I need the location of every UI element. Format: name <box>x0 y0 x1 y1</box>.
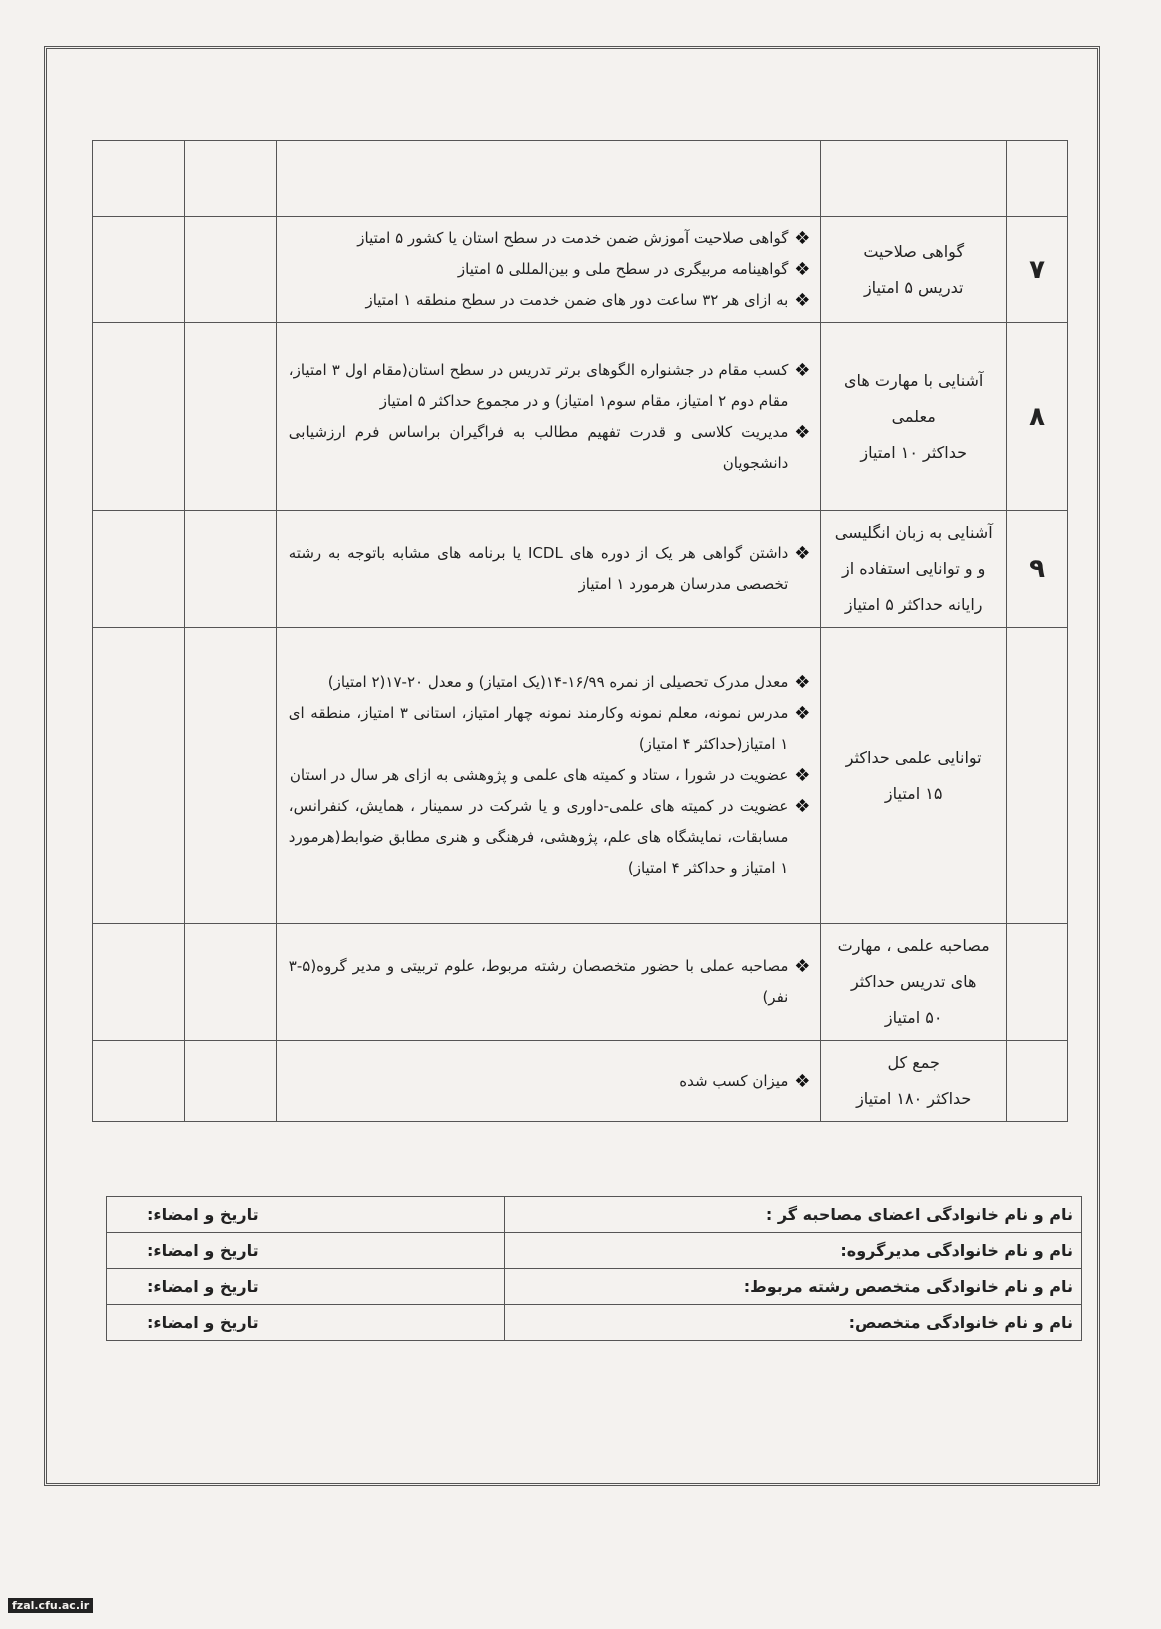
list-item-text: گواهینامه مربیگری در سطح ملی و بین‌المللی ۵ امتیاز <box>457 260 789 278</box>
signer-name-label: نام و نام خانوادگی متخصص رشته مربوط: <box>505 1269 1082 1305</box>
list-item-text: عضویت در شورا ، ستاد و کمیته های علمی و پژوهشی به ازای هر سال در استان <box>289 766 789 784</box>
bullet-icon: ❖ <box>794 703 811 724</box>
row-number <box>1007 141 1068 217</box>
row-number: ۷ <box>1007 217 1068 323</box>
list-item <box>289 760 811 791</box>
list-item <box>289 791 811 884</box>
list-item <box>289 417 811 479</box>
table-row <box>93 628 1068 924</box>
list-item-text: به ازای هر ۳۲ ساعت دور های ضمن خدمت در سطح منطقه ۱ امتیاز <box>365 291 789 309</box>
signature-row <box>107 1197 1082 1233</box>
table-row <box>93 141 1068 217</box>
signature-table <box>106 1196 1082 1341</box>
list-item-text: مدیریت کلاسی و قدرت تفهیم مطالب به فراگیران براساس فرم ارزشیابی دانشجویان <box>288 422 789 472</box>
criterion-title-line: جمع کل <box>887 1053 940 1072</box>
score-cell[interactable] <box>184 511 276 628</box>
criterion-title-line: توانایی علمی حداکثر <box>845 747 982 767</box>
criterion-description <box>276 511 821 628</box>
list-item <box>289 355 811 417</box>
criterion-title-line: حداکثر ۱۸۰ امتیاز <box>856 1089 972 1108</box>
criterion-title-line: ۵۰ امتیاز <box>884 1008 943 1027</box>
score-cell[interactable] <box>93 628 185 924</box>
signature-row <box>107 1233 1082 1269</box>
criterion-title-line: رایانه حداکثر ۵ امتیاز <box>844 595 983 614</box>
score-cell[interactable] <box>184 1041 276 1122</box>
list-item <box>289 254 811 285</box>
criterion-title <box>821 1041 1007 1122</box>
row-number <box>1007 1041 1068 1122</box>
bullet-icon: ❖ <box>794 796 811 817</box>
list-item <box>289 538 811 600</box>
criterion-title <box>821 323 1007 511</box>
bullet-icon: ❖ <box>794 228 811 249</box>
list-item <box>289 285 811 316</box>
list-item-text: گواهی صلاحیت آموزش ضمن خدمت در سطح استان یا کشور ۵ امتیاز <box>357 229 789 247</box>
site-watermark: fzal.cfu.ac.ir <box>8 1598 93 1613</box>
criterion-title <box>821 924 1007 1041</box>
bullet-icon: ❖ <box>794 421 811 443</box>
score-cell[interactable] <box>93 511 185 628</box>
score-cell[interactable] <box>184 217 276 323</box>
list-item <box>289 1066 811 1097</box>
criterion-title-line: های تدریس حداکثر <box>850 972 977 991</box>
bullet-icon: ❖ <box>794 1070 811 1092</box>
date-signature-label[interactable]: تاریخ و امضاء: <box>107 1197 505 1233</box>
signer-name-label: نام و نام خانوادگی اعضای مصاحبه گر : <box>505 1197 1082 1233</box>
criterion-title <box>821 628 1007 924</box>
table-row <box>93 217 1068 323</box>
row-number: ۸ <box>1007 323 1068 511</box>
list-item-text: مدرس نمونه، معلم نمونه وکارمند نمونه چهار امتیاز، استانی ۳ امتیاز، منطقه ای ۱ امتیاز(حداکثر ۴ امتیاز) <box>288 704 789 753</box>
criterion-title-line: تدریس ۵ امتیاز <box>863 277 964 297</box>
list-item <box>289 223 811 254</box>
scoring-table <box>92 140 1068 1122</box>
score-cell[interactable] <box>93 323 185 511</box>
criterion-title-line: آشنایی با مهارت های <box>844 370 984 390</box>
bullet-icon: ❖ <box>794 765 811 786</box>
criterion-title-line: گواهی صلاحیت <box>863 241 965 261</box>
list-item-text: میزان کسب شده <box>679 1071 789 1090</box>
bullet-icon: ❖ <box>794 956 811 977</box>
signer-name-label: نام و نام خانوادگی متخصص: <box>505 1305 1082 1341</box>
score-cell[interactable] <box>93 924 185 1041</box>
criterion-title-line: معلمی <box>891 406 936 426</box>
date-signature-label[interactable]: تاریخ و امضاء: <box>107 1233 505 1269</box>
signer-name-label: نام و نام خانوادگی مدیرگروه: <box>505 1233 1082 1269</box>
list-item-text: عضویت در کمیته های علمی-داوری و یا شرکت در سمینار ، همایش، کنفرانس، مسابقات، نمایشگاه های علم، پژوهشی، فرهنگی و هنری مطابق ضوابط(هرمورد ۱ امتیاز و حداکثر ۴ امتیاز) <box>288 797 789 877</box>
row-number: ۹ <box>1007 511 1068 628</box>
score-cell[interactable] <box>93 217 185 323</box>
criterion-title-line: حداکثر ۱۰ امتیاز <box>860 442 967 462</box>
table-row <box>93 1041 1068 1122</box>
score-cell[interactable] <box>184 323 276 511</box>
date-signature-label[interactable]: تاریخ و امضاء: <box>107 1269 505 1305</box>
bullet-icon: ❖ <box>794 290 811 311</box>
signature-row <box>107 1269 1082 1305</box>
list-item <box>289 951 811 1013</box>
criterion-title-line: آشنایی به زبان انگلیسی <box>834 523 993 542</box>
criterion-description <box>276 628 821 924</box>
score-cell[interactable] <box>93 141 185 217</box>
list-item-text: مصاحبه عملی با حضور متخصصان رشته مربوط، علوم تربیتی و مدیر گروه(۵-۳ نفر) <box>288 957 789 1006</box>
criterion-title-line: ۱۵ امتیاز <box>884 783 943 803</box>
list-item-text: کسب مقام در جشنواره الگوهای برتر تدریس در سطح استان(مقام اول ۳ امتیاز، مقام دوم ۲ امتیاز، مقام سوم۱ امتیاز) و در مجموع حداکثر ۵ امتیاز <box>288 360 789 410</box>
score-cell[interactable] <box>184 141 276 217</box>
bullet-icon: ❖ <box>794 259 811 280</box>
criterion-description <box>276 323 821 511</box>
criterion-description <box>276 217 821 323</box>
criterion-description <box>276 924 821 1041</box>
list-item <box>289 698 811 760</box>
row-number <box>1007 924 1068 1041</box>
criterion-title-line: و و توانایی استفاده از <box>841 559 986 578</box>
criterion-description <box>276 141 821 217</box>
score-cell[interactable] <box>184 628 276 924</box>
criterion-title <box>821 217 1007 323</box>
score-cell[interactable] <box>184 924 276 1041</box>
criterion-title <box>821 511 1007 628</box>
date-signature-label[interactable]: تاریخ و امضاء: <box>107 1305 505 1341</box>
bullet-icon: ❖ <box>794 359 811 381</box>
table-row <box>93 924 1068 1041</box>
criterion-description <box>276 1041 821 1122</box>
bullet-icon: ❖ <box>794 672 811 693</box>
list-item-text: داشتن گواهی هر یک از دوره های ICDL یا برنامه های مشابه باتوجه به رشته تخصصی مدرسان هرمورد ۱ امتیاز <box>288 544 789 593</box>
criterion-title <box>821 141 1007 217</box>
signature-row <box>107 1305 1082 1341</box>
score-cell[interactable] <box>93 1041 185 1122</box>
list-item <box>289 667 811 698</box>
criterion-title-line: مصاحبه علمی ، مهارت <box>837 936 990 955</box>
row-number <box>1007 628 1068 924</box>
list-item-text: معدل مدرک تحصیلی از نمره ۱۶/۹۹-۱۴(یک امتیاز) و معدل ۲۰-۱۷(۲ امتیاز) <box>327 673 789 691</box>
table-row <box>93 323 1068 511</box>
table-row <box>93 511 1068 628</box>
bullet-icon: ❖ <box>794 543 811 564</box>
